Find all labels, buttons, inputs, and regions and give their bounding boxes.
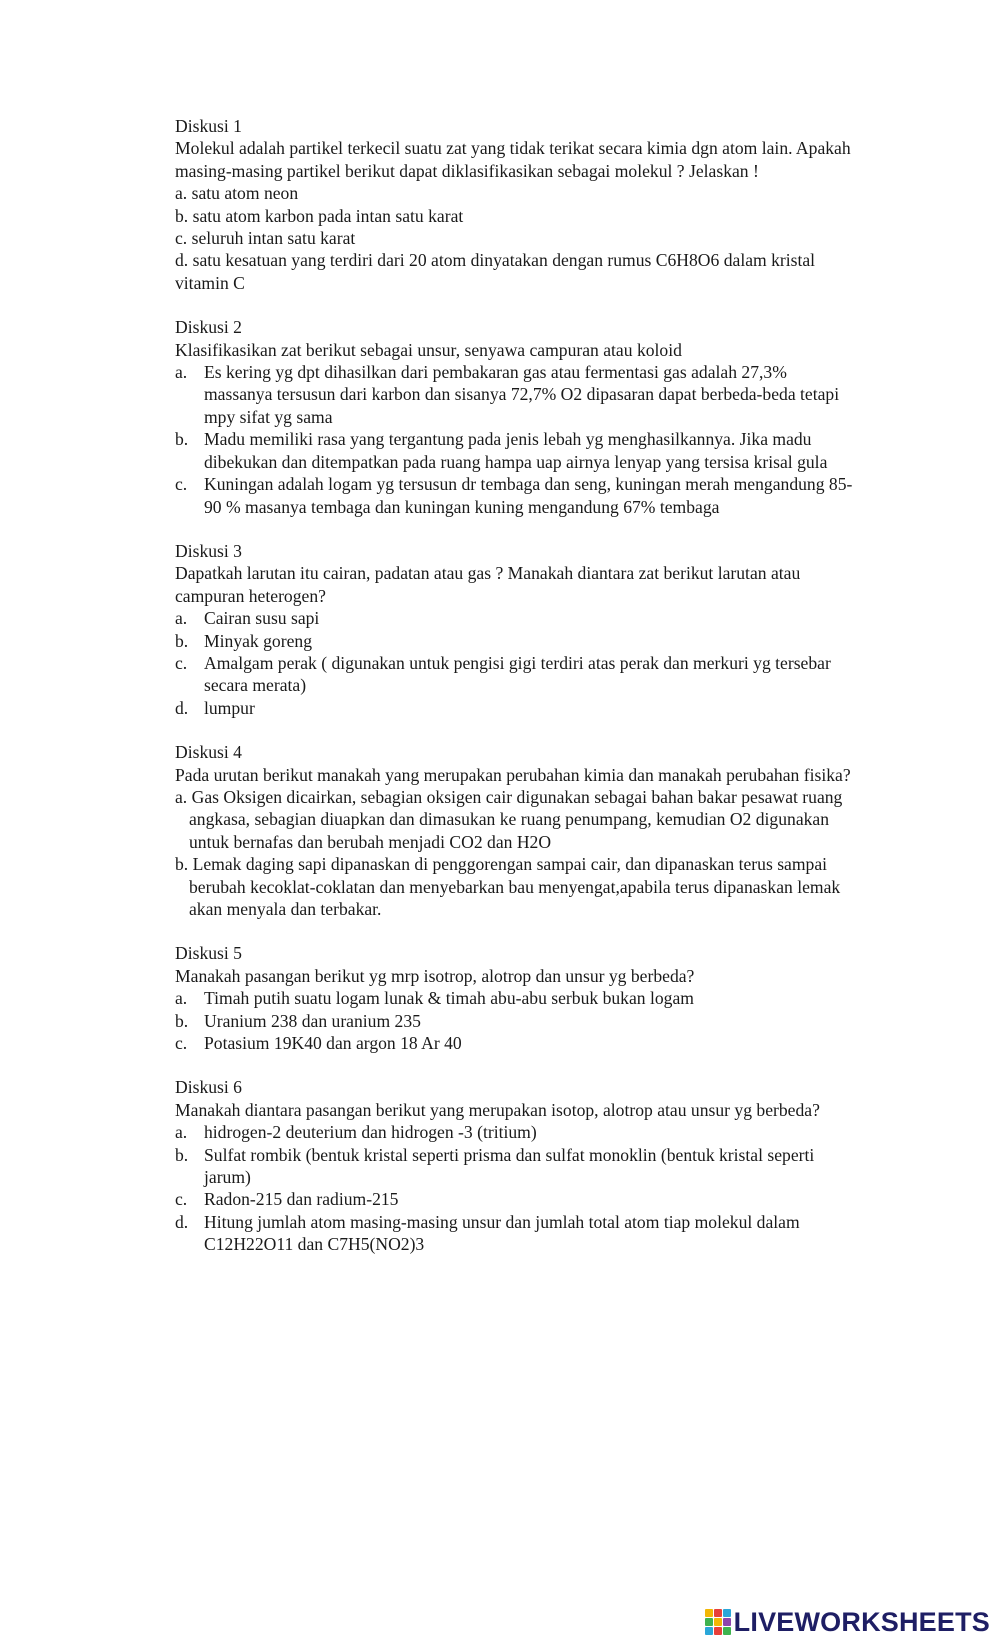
discussion-4 <box>175 741 855 920</box>
logo-square <box>705 1627 713 1635</box>
list-item <box>175 1121 855 1143</box>
list-item <box>175 361 855 428</box>
item-text: satu kesatuan yang terdiri dari 20 atom dinyatakan dengan rumus C6H8O6 dalam kristal vitamin C <box>175 250 816 293</box>
item-text: Cairan susu sapi <box>204 608 320 629</box>
item-text: Timah putih suatu logam lunak & timah abu-abu serbuk bukan logam <box>204 988 694 1009</box>
item-marker: c. <box>175 1189 188 1210</box>
discussion-title: Diskusi 2 <box>175 317 242 338</box>
logo-square <box>714 1609 722 1617</box>
discussion-intro: Molekul adalah partikel terkecil suatu zat yang tidak terikat secara kimia dgn atom lain. Apakah masing-masing partikel berikut dapat diklasifikasikan sebagai molekul ? Jelaskan ! <box>175 138 851 181</box>
item-marker: b. <box>175 630 189 651</box>
discussion-1 <box>175 115 855 294</box>
logo-grid-icon <box>705 1609 731 1635</box>
list-item <box>175 1010 855 1032</box>
item-text: lumpur <box>204 697 255 718</box>
item-marker: c. <box>175 652 188 673</box>
logo-text: LIVEWORKSHEETS <box>733 1606 990 1637</box>
discussion-6 <box>175 1076 855 1255</box>
item-text: satu atom karbon pada intan satu karat <box>192 205 464 226</box>
list-item <box>175 227 855 249</box>
item-text: satu atom neon <box>191 183 299 204</box>
logo-square <box>705 1618 713 1626</box>
item-marker: a. <box>175 1122 188 1143</box>
discussion-title: Diskusi 1 <box>175 116 242 136</box>
discussion-3 <box>175 540 855 719</box>
list-item <box>175 473 855 518</box>
item-text: Es kering yg dpt dihasilkan dari pembakaran gas atau fermentasi gas adalah 27,3% massanya tersusun dari karbon dan sisanya 72,7% O2 dipasaran dapat berbeda-beda tetapi mpy sifat yg sama <box>204 362 840 427</box>
list-item <box>175 987 855 1009</box>
item-text: seluruh intan satu karat <box>191 228 356 249</box>
item-marker: b. <box>175 1010 189 1031</box>
list-item <box>175 182 855 204</box>
list-item <box>175 853 855 920</box>
list-item <box>175 1188 855 1210</box>
item-marker: c. <box>175 474 188 495</box>
item-marker: c. <box>175 228 188 249</box>
discussion-title: Diskusi 4 <box>175 742 242 763</box>
item-text: Kuningan adalah logam yg tersusun dr tembaga dan seng, kuningan merah mengandung 85-90 % masanya tembaga dan kuningan kuning mengandung 67% tembaga <box>204 474 853 517</box>
list-item <box>175 786 855 853</box>
item-marker: c. <box>175 1033 188 1054</box>
item-text: Hitung jumlah atom masing-masing unsur dan jumlah total atom tiap molekul dalam C12H22O11 dan C7H5(NO2)3 <box>204 1211 800 1255</box>
logo-square <box>723 1618 731 1626</box>
list-item <box>175 205 855 227</box>
item-text: hidrogen-2 deuterium dan hidrogen -3 (tritium) <box>204 1122 537 1143</box>
item-marker: a. <box>175 988 188 1009</box>
item-marker: a. <box>175 183 188 204</box>
discussion-2 <box>175 316 855 518</box>
item-marker: a. <box>175 608 188 629</box>
item-text: Uranium 238 dan uranium 235 <box>204 1010 421 1031</box>
item-text: Sulfat rombik (bentuk kristal seperti prisma dan sulfat monoklin (bentuk kristal seperti jarum) <box>204 1144 815 1188</box>
list-item <box>175 697 855 719</box>
discussion-intro: Dapatkah larutan itu cairan, padatan atau gas ? Manakah diantara zat berikut larutan atau campuran heterogen? <box>175 563 801 606</box>
discussion-intro: Manakah diantara pasangan berikut yang merupakan isotop, alotrop atau unsur yg berbeda? <box>175 1099 820 1120</box>
list-item <box>175 1144 855 1189</box>
item-text: Minyak goreng <box>204 630 312 651</box>
worksheet-page <box>175 115 855 1278</box>
item-text: Radon-215 dan radium-215 <box>204 1189 399 1210</box>
item-text: Gas Oksigen dicairkan, sebagian oksigen cair digunakan sebagai bahan bakar pesawat ruang angkasa, sebagian diuapkan dan dimasukan ke ruang penumpang, kemudian O2 digunakan untuk bernafas dan berubah menjadi CO2 dan H2O <box>189 786 843 852</box>
item-marker: b. <box>175 1144 189 1165</box>
list-item <box>175 630 855 652</box>
list-item <box>175 652 855 697</box>
list-item <box>175 249 855 294</box>
item-marker: a. <box>175 362 188 383</box>
item-text: Amalgam perak ( digunakan untuk pengisi gigi terdiri atas perak dan merkuri yg tersebar secara merata) <box>204 652 831 696</box>
logo-square <box>714 1618 722 1626</box>
liveworksheets-logo <box>705 1607 990 1637</box>
discussion-title: Diskusi 6 <box>175 1077 242 1098</box>
item-marker: a. <box>175 786 188 807</box>
item-text: Potasium 19K40 dan argon 18 Ar 40 <box>204 1033 462 1054</box>
item-marker: d. <box>175 697 189 718</box>
logo-square <box>714 1627 722 1635</box>
logo-square <box>705 1609 713 1617</box>
item-marker: b. <box>175 205 189 226</box>
list-item <box>175 1032 855 1054</box>
logo-square <box>723 1609 731 1617</box>
item-text: Lemak daging sapi dipanaskan di penggorengan sampai cair, dan dipanaskan terus sampai berubah kecoklat-coklatan dan menyebarkan bau menyengat,apabila terus dipanaskan lemak akan menyala dan terbakar. <box>189 854 841 919</box>
logo-square <box>723 1627 731 1635</box>
discussion-intro: Pada urutan berikut manakah yang merupakan perubahan kimia dan manakah perubahan fisika? <box>175 764 851 785</box>
item-marker: b. <box>175 854 189 875</box>
discussion-title: Diskusi 5 <box>175 943 242 964</box>
item-text: Madu memiliki rasa yang tergantung pada jenis lebah yg menghasilkannya. Jika madu dibekukan dan ditempatkan pada ruang hampa uap airnya lenyap yang tersisa krisal gula <box>204 429 828 472</box>
list-item <box>175 428 855 473</box>
list-item <box>175 1211 855 1256</box>
discussion-title: Diskusi 3 <box>175 540 242 561</box>
item-marker: d. <box>175 250 189 271</box>
item-marker: d. <box>175 1211 189 1232</box>
discussion-5 <box>175 942 855 1054</box>
discussion-intro: Manakah pasangan berikut yg mrp isotrop, alotrop dan unsur yg berbeda? <box>175 965 695 986</box>
list-item <box>175 607 855 629</box>
discussion-intro: Klasifikasikan zat berikut sebagai unsur, senyawa campuran atau koloid <box>175 339 682 360</box>
item-marker: b. <box>175 429 189 450</box>
